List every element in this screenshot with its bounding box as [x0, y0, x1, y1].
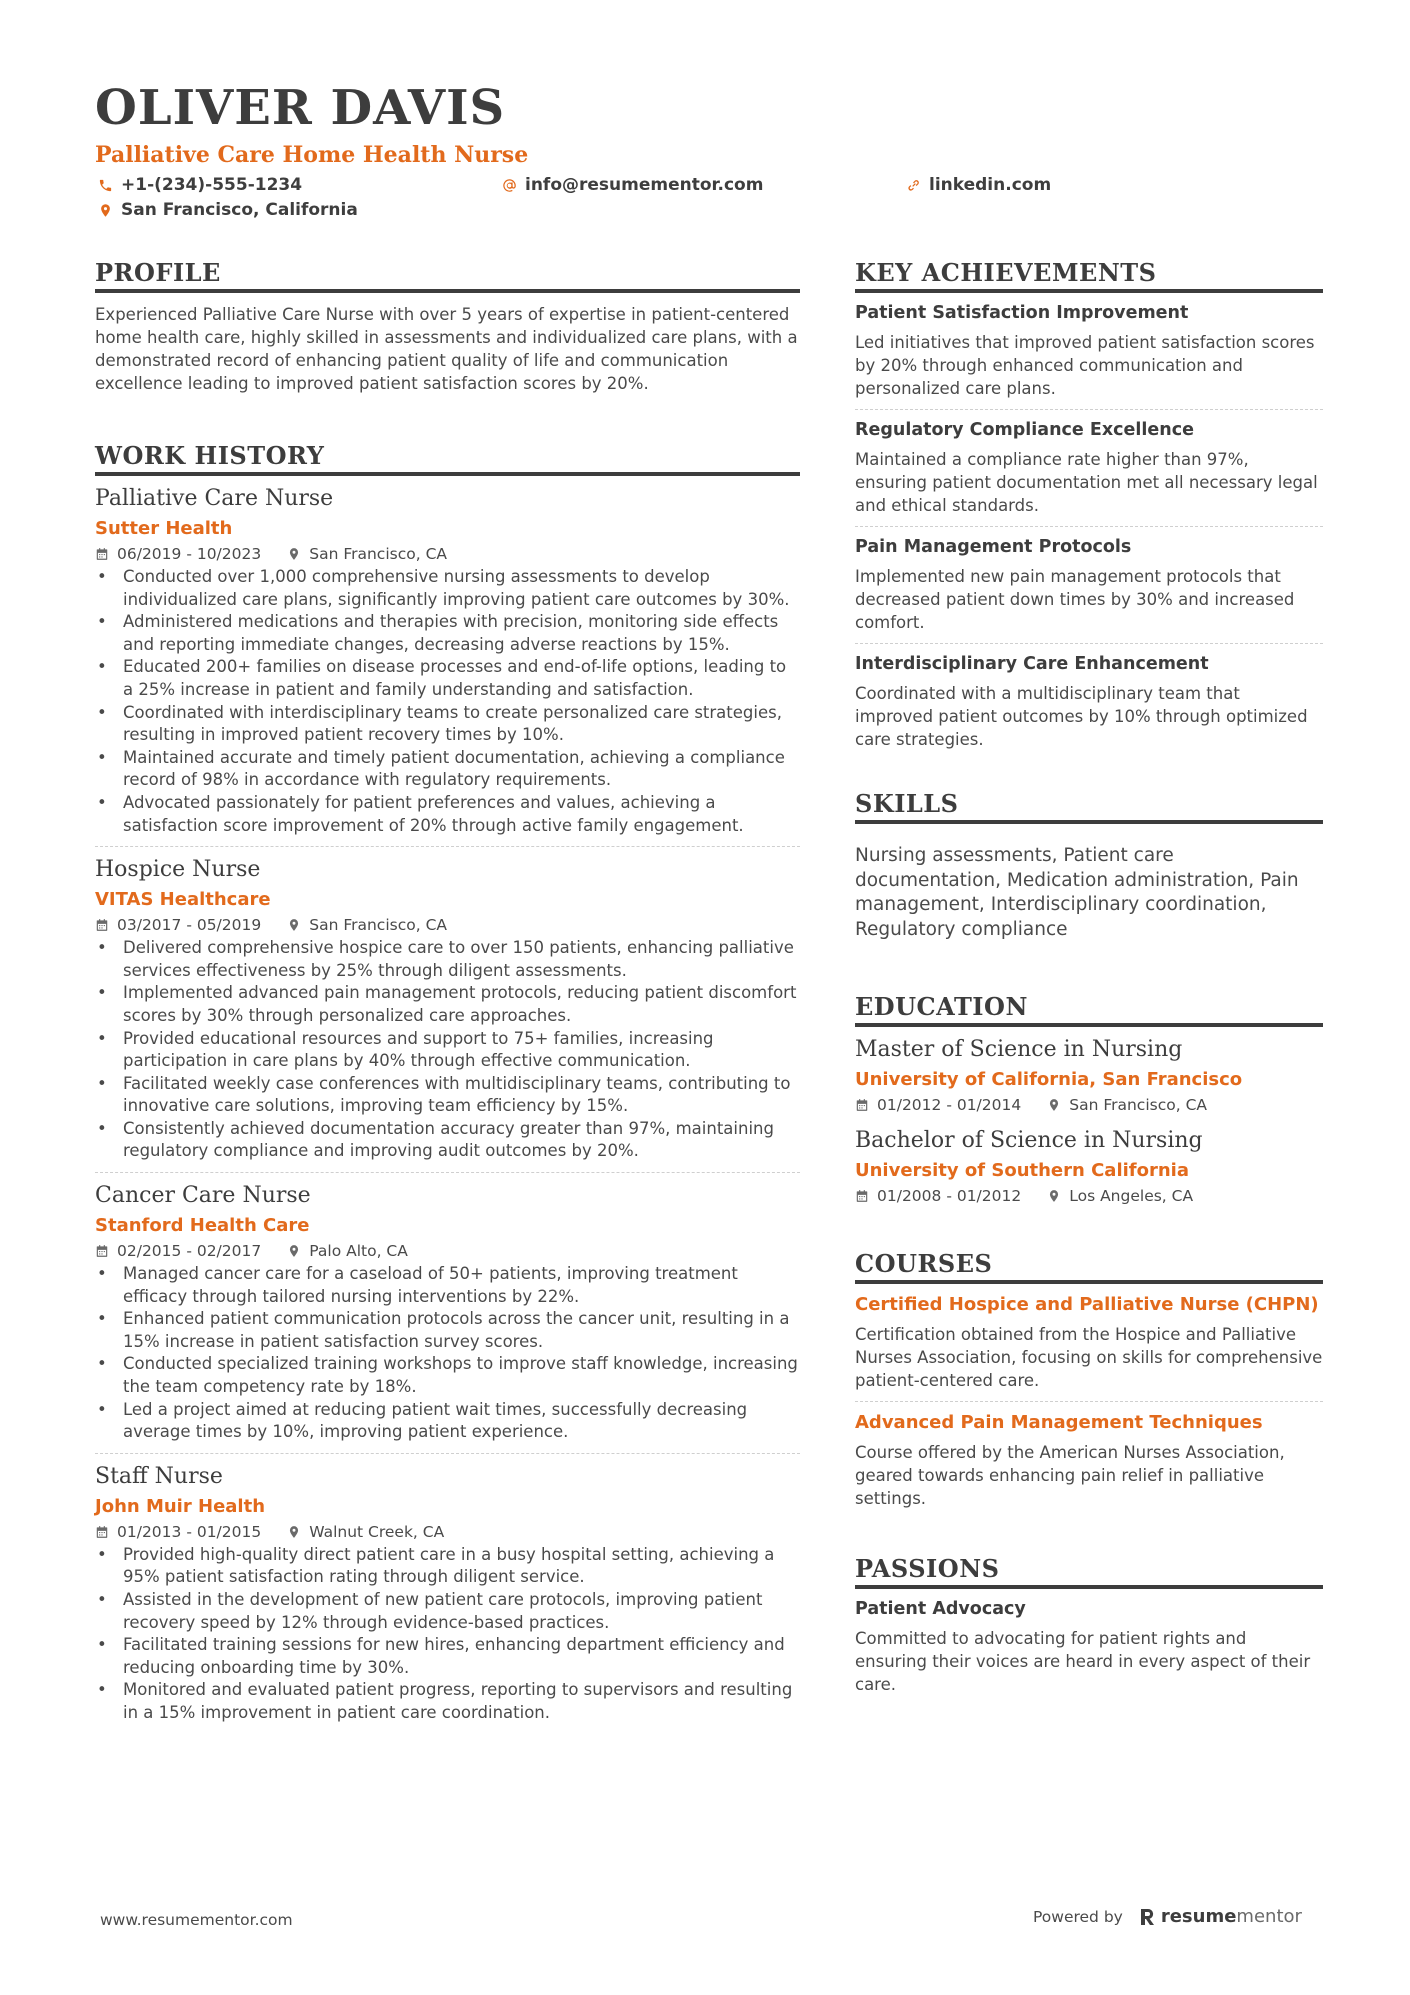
email-text: info@resumementor.com	[525, 175, 764, 195]
profile-summary: Experienced Palliative Care Nurse with over 5 years of expertise in patient-centered home health care, highly skilled in assessments and individualized care plans, with a demonstrated record of enhancing patient quality of life and communication excellence leading to improved patient satisfaction scores by 20%.	[95, 305, 798, 393]
section-title-skills: SKILLS	[855, 789, 1323, 824]
list-item: • Maintained accurate and timely patient documentation, achieving a compliance record of 98% in accordance with regulatory requirements.	[95, 747, 800, 792]
job-title: Palliative Care Nurse	[95, 486, 334, 511]
course-title: Certified Hospice and Palliative Nurse (CHPN)	[855, 1294, 1319, 1315]
divider	[855, 643, 1323, 644]
section-title-passions: PASSIONS	[855, 1554, 1323, 1589]
job-location: San Francisco, CA	[309, 545, 447, 563]
course-item	[855, 1294, 1323, 1392]
job-entry	[95, 857, 800, 1163]
calendar-icon	[95, 918, 109, 932]
section-title-courses: COURSES	[855, 1249, 1323, 1284]
brand-mentor: mentor	[1236, 1906, 1302, 1927]
list-item: • Enhanced patient communication protocols across the cancer unit, resulting in a 15% increase in patient satisfaction survey scores.	[95, 1308, 800, 1353]
achievement-item	[855, 537, 1323, 634]
course-item	[855, 1412, 1323, 1510]
section-title-profile: PROFILE	[95, 258, 800, 293]
school-name: University of Southern California	[855, 1160, 1190, 1181]
passion-title: Patient Advocacy	[855, 1599, 1026, 1619]
location-pin-icon	[287, 918, 301, 932]
degree-name: Master of Science in Nursing	[855, 1037, 1183, 1062]
contact-email[interactable]	[502, 175, 763, 195]
company-name: Stanford Health Care	[95, 1215, 310, 1237]
divider	[855, 526, 1323, 527]
contact-location	[98, 200, 358, 220]
list-item: • Facilitated training sessions for new hires, enhancing department efficiency and reducing onboarding time by 30%.	[95, 1634, 800, 1679]
resumementor-logo-icon	[1139, 1908, 1155, 1926]
calendar-icon	[95, 1244, 109, 1258]
course-desc: Course offered by the American Nurses Association, geared towards enhancing pain relief in palliative settings.	[855, 1443, 1285, 1508]
candidate-title: Palliative Care Home Health Nurse	[95, 142, 529, 168]
section-title-work-history: WORK HISTORY	[95, 441, 800, 476]
location-pin-icon	[1047, 1098, 1061, 1112]
job-dates: 06/2019 - 10/2023	[117, 545, 262, 563]
job-dates: 03/2017 - 05/2019	[117, 916, 262, 935]
education-meta	[855, 1096, 1323, 1114]
list-item: • Conducted specialized training workshops to improve staff knowledge, increasing the team competency rate by 18%.	[95, 1353, 800, 1398]
list-item: • Educated 200+ families on disease processes and end-of-life options, leading to a 25% increase in patient and family understanding and satisfaction.	[95, 656, 800, 701]
calendar-icon	[95, 547, 109, 561]
divider	[95, 1453, 800, 1454]
right-column	[855, 258, 1323, 1696]
education-location: Los Angeles, CA	[1069, 1187, 1194, 1205]
education-dates: 01/2008 - 01/2012	[877, 1187, 1022, 1205]
passion-desc: Committed to advocating for patient rights and ensuring their voices are heard in every aspect of their care.	[855, 1629, 1311, 1694]
brand-resume: resume	[1160, 1906, 1237, 1927]
phone-icon	[98, 178, 113, 193]
location-pin-icon	[1047, 1189, 1061, 1203]
achievement-item	[855, 654, 1323, 751]
powered-by-label: Powered by	[1033, 1907, 1123, 1926]
list-item: • Advocated passionately for patient preferences and values, achieving a satisfaction score improvement of 20% through active family engagement.	[95, 792, 800, 837]
job-dates: 01/2013 - 01/2015	[117, 1522, 262, 1541]
job-title: Cancer Care Nurse	[95, 1183, 311, 1209]
list-item: • Managed cancer care for a caseload of 50+ patients, improving treatment efficacy through tailored nursing interventions by 22%.	[95, 1263, 800, 1308]
achievement-title: Pain Management Protocols	[855, 537, 1132, 557]
job-bullets	[95, 937, 800, 1163]
section-title-education: EDUCATION	[855, 992, 1323, 1027]
left-column	[95, 258, 800, 1725]
divider	[95, 846, 800, 847]
list-item: • Consistently achieved documentation accuracy greater than 97%, maintaining regulatory compliance and improving audit outcomes by 20%.	[95, 1118, 800, 1163]
achievement-title: Interdisciplinary Care Enhancement	[855, 654, 1209, 674]
job-bullets	[95, 566, 800, 837]
passion-item	[855, 1599, 1323, 1696]
achievement-title: Regulatory Compliance Excellence	[855, 420, 1194, 440]
list-item: • Assisted in the development of new patient care protocols, improving patient recovery speed by 12% through evidence-based practices.	[95, 1589, 800, 1634]
company-name: Sutter Health	[95, 518, 233, 539]
phone-text: +1-(234)-555-1234	[121, 175, 303, 195]
job-meta	[95, 1242, 800, 1260]
company-name: John Muir Health	[95, 1495, 266, 1517]
candidate-name: OLIVER DAVIS	[95, 80, 506, 136]
job-bullets	[95, 1263, 800, 1444]
education-item	[855, 1128, 1323, 1205]
job-meta	[95, 916, 800, 934]
list-item: • Conducted over 1,000 comprehensive nursing assessments to develop individualized care plans, significantly improving patient care outcomes by 30%.	[95, 566, 800, 611]
job-location: Palo Alto, CA	[309, 1242, 408, 1261]
list-item: • Provided educational resources and support to 75+ families, increasing participation in care plans by 40% through effective communication.	[95, 1028, 800, 1073]
job-entry	[95, 1183, 800, 1444]
contact-linkedin[interactable]	[906, 175, 1051, 195]
list-item: • Monitored and evaluated patient progress, reporting to supervisors and resulting in a 15% improvement in patient care coordination.	[95, 1679, 800, 1724]
job-bullets	[95, 1544, 800, 1725]
location-pin-icon	[287, 1525, 301, 1539]
achievement-desc: Led initiatives that improved patient satisfaction scores by 20% through enhanced communication and personalized care plans.	[855, 333, 1315, 398]
divider	[855, 1401, 1323, 1402]
list-item: • Facilitated weekly case conferences with multidisciplinary teams, contributing to innovative care solutions, improving team efficiency by 15%.	[95, 1073, 800, 1118]
divider	[855, 409, 1323, 410]
location-pin-icon	[287, 547, 301, 561]
section-title-key-achievements: KEY ACHIEVEMENTS	[855, 258, 1323, 293]
list-item: • Coordinated with interdisciplinary teams to create personalized care strategies, resulting in improved patient recovery times by 10%.	[95, 702, 800, 747]
divider	[95, 1172, 800, 1173]
job-entry	[95, 1464, 800, 1725]
linkedin-text: linkedin.com	[929, 175, 1052, 195]
achievement-item	[855, 303, 1323, 400]
education-location: San Francisco, CA	[1069, 1096, 1207, 1114]
footer-website[interactable]: www.resumementor.com	[100, 1911, 293, 1929]
company-name: VITAS Healthcare	[95, 889, 271, 911]
achievement-desc: Implemented new pain management protocols that decreased patient down times by 30% and increased comfort.	[855, 567, 1295, 632]
list-item: • Led a project aimed at reducing patient wait times, successfully decreasing average times by 10%, improving patient experience.	[95, 1399, 800, 1444]
at-icon	[502, 178, 517, 193]
degree-name: Bachelor of Science in Nursing	[855, 1128, 1203, 1153]
resumementor-logo[interactable]	[1139, 1906, 1302, 1927]
link-icon	[906, 178, 921, 193]
course-desc: Certification obtained from the Hospice and Palliative Nurses Association, focusing on skills for comprehensive patient-centered care.	[855, 1325, 1323, 1390]
job-meta	[95, 1523, 800, 1541]
footer-powered-by	[1033, 1906, 1302, 1927]
achievement-desc: Maintained a compliance rate higher than 97%, ensuring patient documentation met all necessary legal and ethical standards.	[855, 450, 1318, 515]
list-item: • Provided high-quality direct patient care in a busy hospital setting, achieving a 95% patient satisfaction rating through diligent service.	[95, 1544, 800, 1589]
location-text: San Francisco, California	[121, 200, 358, 220]
education-dates: 01/2012 - 01/2014	[877, 1096, 1022, 1114]
education-meta	[855, 1187, 1323, 1205]
achievement-title: Patient Satisfaction Improvement	[855, 303, 1189, 323]
achievement-item	[855, 420, 1323, 517]
calendar-icon	[95, 1525, 109, 1539]
job-location: Walnut Creek, CA	[309, 1522, 445, 1541]
job-title: Staff Nurse	[95, 1463, 223, 1489]
calendar-icon	[855, 1189, 869, 1203]
location-pin-icon	[287, 1244, 301, 1258]
education-item	[855, 1037, 1323, 1114]
job-entry	[95, 486, 800, 837]
course-title: Advanced Pain Management Techniques	[855, 1412, 1263, 1433]
achievement-desc: Coordinated with a multidisciplinary team that improved patient outcomes by 10% through optimized care strategies.	[855, 684, 1308, 749]
job-title: Hospice Nurse	[95, 857, 261, 883]
list-item: • Implemented advanced pain management protocols, reducing patient discomfort scores by 30% through personalized care approaches.	[95, 982, 800, 1027]
list-item: • Delivered comprehensive hospice care to over 150 patients, enhancing palliative services effectiveness by 25% through diligent assessments.	[95, 937, 800, 982]
location-pin-icon	[98, 203, 113, 218]
job-dates: 02/2015 - 02/2017	[117, 1242, 262, 1261]
skills-list: Nursing assessments, Patient care documentation, Medication administration, Pain management, Interdisciplinary coordination, Regulatory compliance	[855, 845, 1299, 940]
job-location: San Francisco, CA	[309, 916, 447, 935]
list-item: • Administered medications and therapies with precision, monitoring side effects and reporting immediate changes, decreasing adverse reactions by 15%.	[95, 611, 800, 656]
calendar-icon	[855, 1098, 869, 1112]
contact-phone[interactable]	[98, 175, 302, 195]
job-meta	[95, 545, 800, 563]
school-name: University of California, San Francisco	[855, 1069, 1243, 1090]
